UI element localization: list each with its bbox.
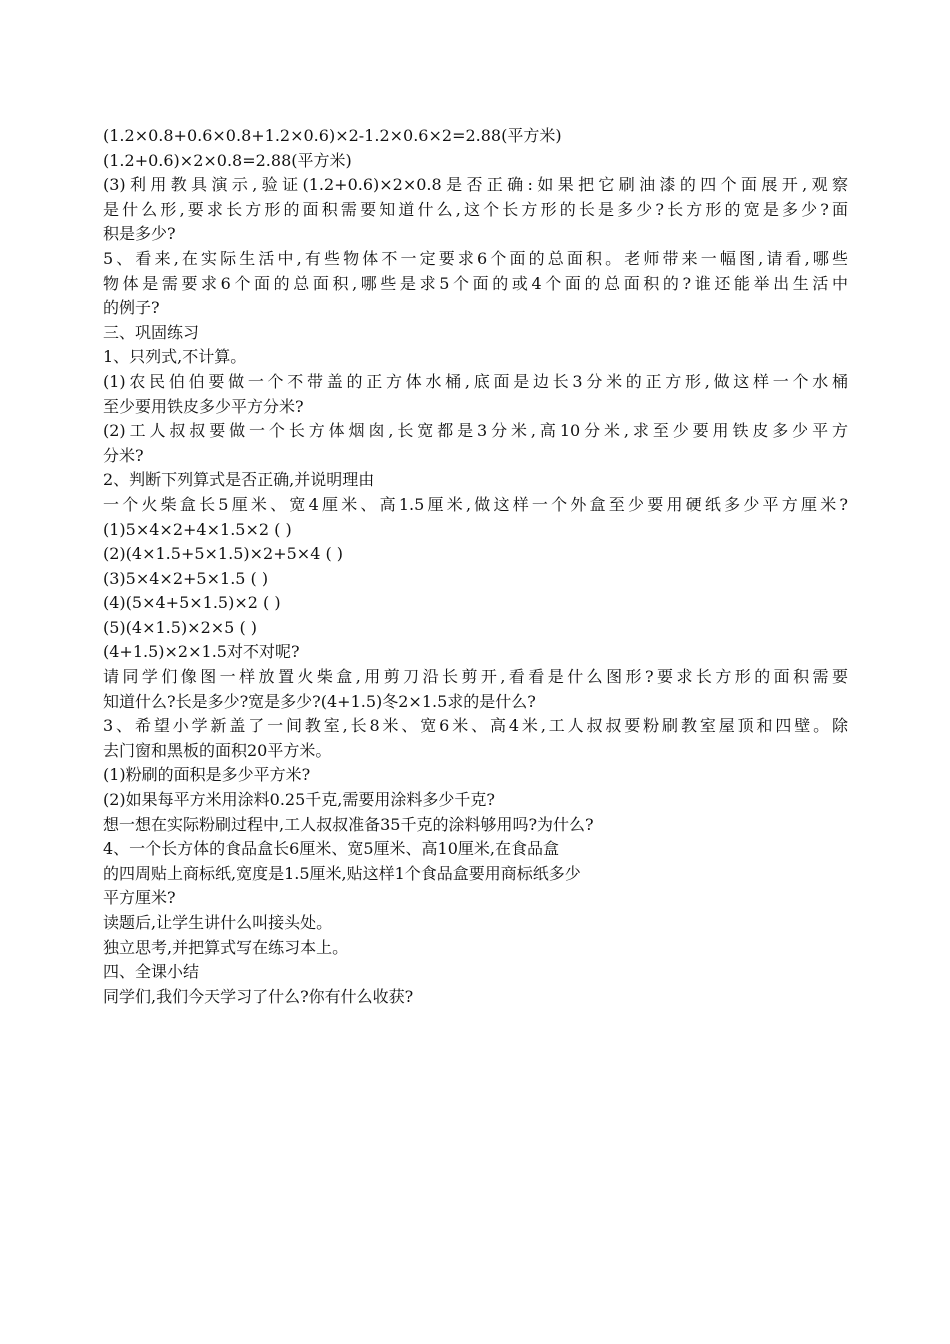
text-line: (4+1.5)×2×1.5对不对呢? bbox=[103, 642, 300, 662]
text-line: 4、一个长方体的食品盒长6厘米、宽5厘米、高10厘米,在食品盒 bbox=[103, 839, 559, 859]
text-line: 2、判断下列算式是否正确,并说明理由 bbox=[103, 470, 375, 490]
text-line: 积是多少? bbox=[103, 224, 176, 244]
text-line: (5)(4×1.5)×2×5 ( ) bbox=[103, 617, 258, 637]
text-line: 的例子? bbox=[103, 298, 160, 318]
text-line: 四、全课小结 bbox=[103, 962, 200, 982]
text-line: 分米? bbox=[103, 445, 144, 465]
text-line: (2)(4×1.5+5×1.5)×2+5×4 ( ) bbox=[103, 544, 344, 564]
text-line: (1.2+0.6)×2×0.8=2.88(平方米) bbox=[103, 150, 352, 170]
text-line: 至少要用铁皮多少平方分米? bbox=[103, 396, 304, 416]
text-line: 三、巩固练习 bbox=[103, 322, 200, 342]
text-line: 请同学们像图一样放置火柴盒,用剪刀沿长剪开,看看是什么图形?要求长方形的面积需要 bbox=[103, 667, 848, 687]
text-line: (3)利用教具演示,验证(1.2+0.6)×2×0.8是否正确:如果把它刷油漆的四个面展开,观察 bbox=[103, 175, 848, 195]
text-line: 同学们,我们今天学习了什么?你有什么收获? bbox=[103, 986, 414, 1006]
text-line: 物体是需要求6个面的总面积,哪些是求5个面的或4个面的总面积的?谁还能举出生活中 bbox=[103, 273, 848, 293]
text-line: 知道什么?长是多少?宽是多少?(4+1.5)冬2×1.5求的是什么? bbox=[103, 691, 536, 711]
text-line: (2)工人叔叔要做一个长方体烟囱,长宽都是3分米,高10分米,求至少要用铁皮多少平方 bbox=[103, 421, 848, 441]
text-line: 读题后,让学生讲什么叫接头处。 bbox=[103, 913, 333, 932]
text-line: (1)粉刷的面积是多少平方米? bbox=[103, 765, 311, 785]
text-line: 一个火柴盒长5厘米、宽4厘米、高1.5厘米,做这样一个外盒至少要用硬纸多少平方厘米? bbox=[103, 494, 848, 514]
text-line: 独立思考,并把算式写在练习本上。 bbox=[103, 937, 349, 957]
text-line: (1)5×4×2+4×1.5×2 ( ) bbox=[103, 519, 292, 539]
text-line: 5、看来,在实际生活中,有些物体不一定要求6个面的总面积。老师带来一幅图,请看,哪些 bbox=[103, 248, 848, 268]
text-line: (3)5×4×2+5×1.5 ( ) bbox=[103, 568, 269, 588]
text-line: (1)农民伯伯要做一个不带盖的正方体水桶,底面是边长3分米的正方形,做这样一个水桶 bbox=[103, 371, 848, 391]
text-line: 1、只列式,不计算。 bbox=[103, 347, 247, 367]
text-line: 的四周贴上商标纸,宽度是1.5厘米,贴这样1个食品盒要用商标纸多少 bbox=[103, 863, 581, 883]
text-line: (4)(5×4+5×1.5)×2 ( ) bbox=[103, 593, 281, 613]
text-line: (2)如果每平方米用涂料0.25千克,需要用涂料多少千克? bbox=[103, 790, 495, 810]
text-line: 平方厘米? bbox=[103, 888, 176, 908]
text-line: 3、希望小学新盖了一间教室,长8米、宽6米、高4米,工人叔叔要粉刷教室屋顶和四壁。除 bbox=[103, 716, 848, 736]
text-line: 去门窗和黑板的面积20平方米。 bbox=[103, 740, 332, 760]
text-line: 想一想在实际粉刷过程中,工人叔叔准备35千克的涂料够用吗?为什么? bbox=[103, 814, 594, 834]
text-line: (1.2×0.8+0.6×0.8+1.2×0.6)×2-1.2×0.6×2=2.88(平方米) bbox=[103, 126, 562, 145]
document-body bbox=[103, 124, 848, 1009]
text-line: 是什么形,要求长方形的面积需要知道什么,这个长方形的长是多少?长方形的宽是多少?面 bbox=[103, 199, 848, 219]
